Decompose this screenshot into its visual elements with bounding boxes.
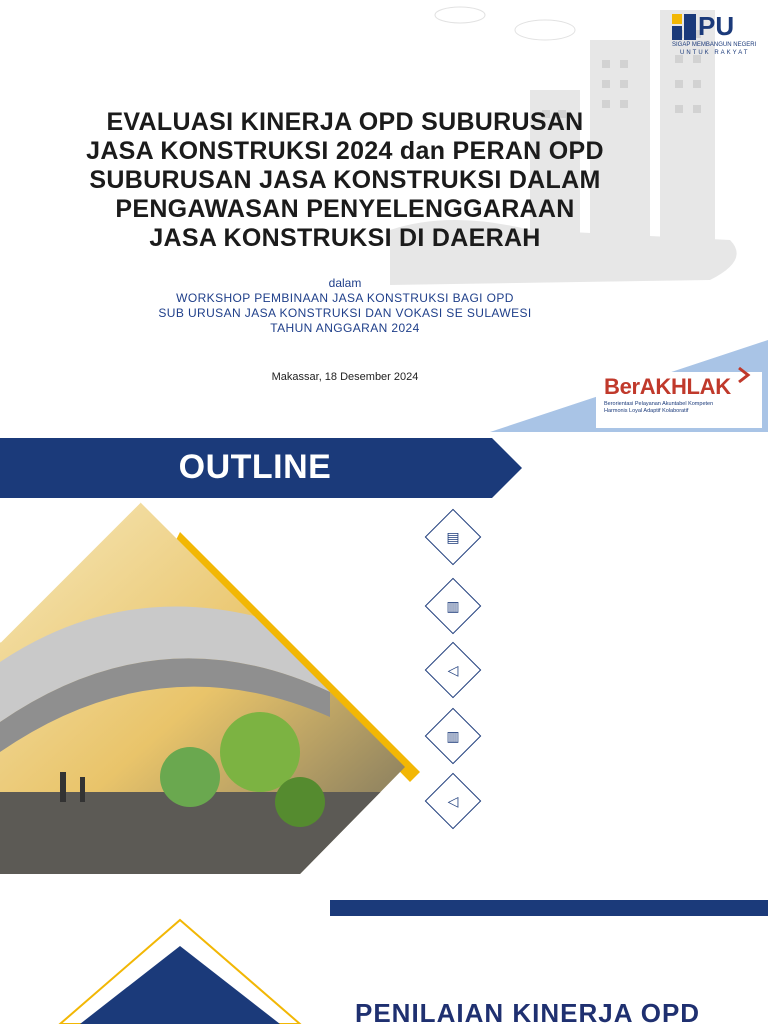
outline-item-5[interactable]: [433, 781, 473, 821]
slide-outline: [0, 438, 768, 874]
pu-logo-text: PU: [698, 11, 735, 41]
subtitle-dalam: dalam: [328, 276, 362, 290]
title-line: PENGAWASAN PENYELENGGARAAN: [115, 195, 575, 223]
architecture-photo: [0, 502, 420, 874]
presentation-title: [40, 108, 650, 253]
pu-tagline-2: UNTUK RAKYAT: [680, 50, 750, 56]
outline-item-4[interactable]: [433, 716, 473, 756]
chevron-right-icon: [736, 366, 752, 384]
slide3-title: PENILAIAN KINERJA OPD: [355, 998, 701, 1024]
buildings-icon: ▥: [446, 727, 460, 744]
title-line: JASA KONSTRUKSI 2024 dan PERAN OPD: [86, 137, 604, 165]
title-line: SUBURUSAN JASA KONSTRUKSI DALAM: [89, 166, 601, 194]
header-bar: [330, 900, 768, 916]
outline-heading: OUTLINE: [178, 448, 332, 486]
berakhlak-tagline: [604, 401, 754, 415]
slide-title: [0, 0, 768, 432]
pu-logo-mark-icon: [672, 14, 696, 40]
berakhlak-logo: BerAKHLAK: [604, 374, 731, 399]
title-line: EVALUASI KINERJA OPD SUBURUSAN: [106, 108, 584, 136]
place-date: Makassar, 18 Desember 2024: [271, 371, 419, 383]
pu-tagline-1: SIGAP MEMBANGUN NEGERI: [672, 42, 757, 48]
berakhlak-line: Harmonis Loyal Adaptif Kolaboratif: [604, 408, 689, 414]
subtitle-line: TAHUN ANGGARAN 2024: [270, 321, 420, 335]
megaphone-icon: ◁: [447, 792, 459, 809]
subtitle-line: SUB URUSAN JASA KONSTRUKSI DAN VOKASI SE SULAWESI: [158, 306, 532, 320]
outline-item-3[interactable]: [433, 650, 473, 690]
subtitle-line: WORKSHOP PEMBINAAN JASA KONSTRUKSI BAGI OPD: [176, 291, 514, 305]
outline-item-1[interactable]: [433, 517, 473, 557]
corner-diamond: [0, 910, 330, 1024]
megaphone-icon: ◁: [447, 661, 459, 678]
outline-item-2[interactable]: [433, 586, 473, 626]
buildings-icon: ▥: [446, 597, 460, 614]
slide-penilaian: [0, 880, 768, 1024]
berakhlak-line: Berorientasi Pelayanan Akuntabel Kompeten: [604, 401, 714, 407]
document-icon: ▤: [446, 528, 460, 545]
title-line: JASA KONSTRUKSI DI DAERAH: [149, 224, 541, 252]
